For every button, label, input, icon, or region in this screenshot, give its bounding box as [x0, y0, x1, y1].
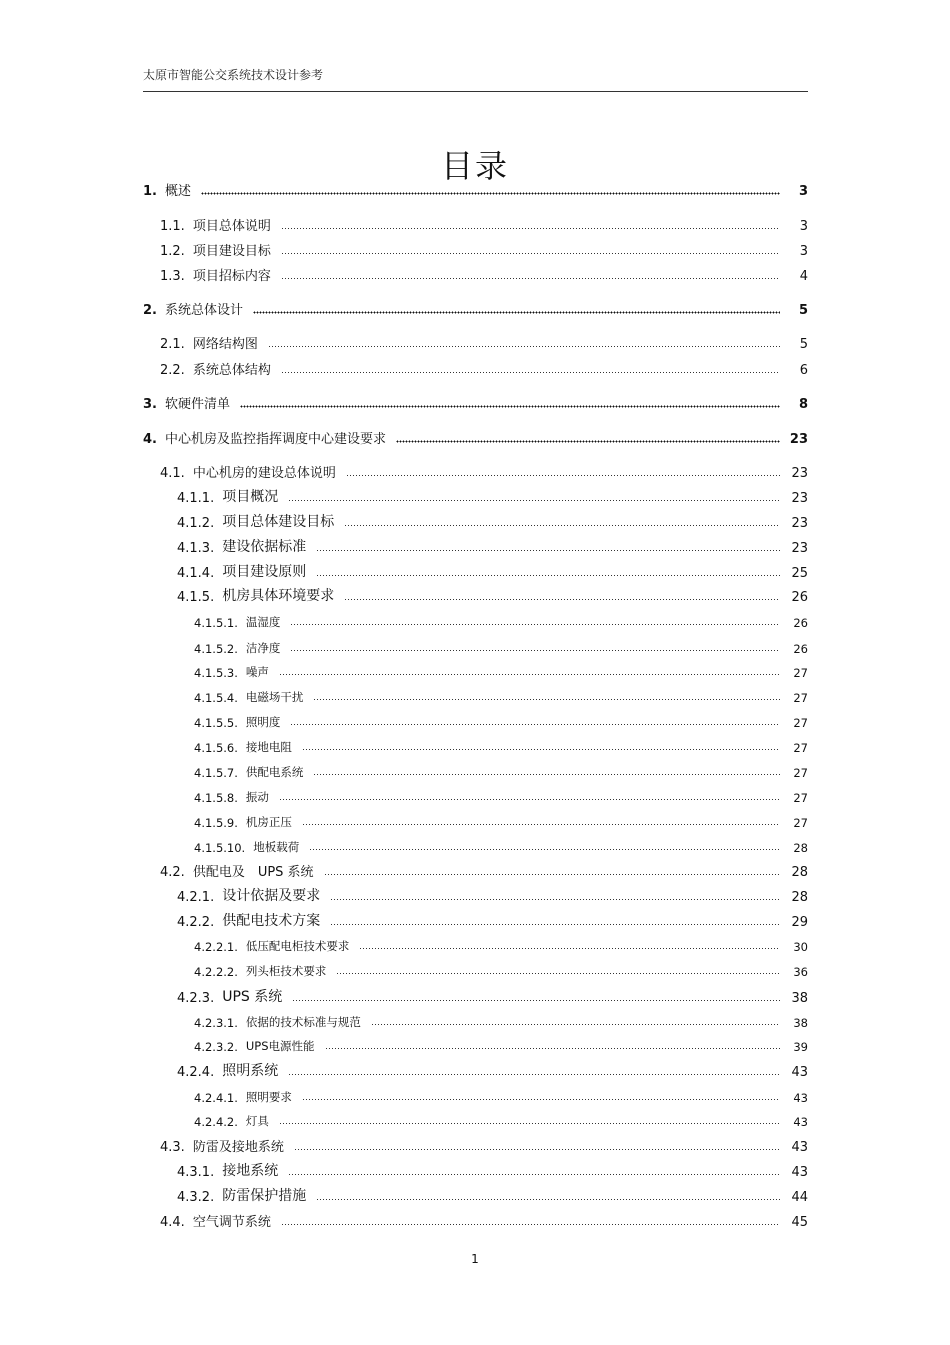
toc-leader-dots [313, 772, 780, 776]
toc-leader-dots [281, 1222, 780, 1226]
toc-entry-label: 低压配电柜技术要求 [245, 939, 350, 953]
toc-entry-label: 供配电及 UPS 系统 [192, 865, 314, 880]
toc-leader-dots [325, 1046, 780, 1050]
toc-leader-dots [396, 439, 780, 443]
toc-entry[interactable] [143, 429, 808, 447]
toc-leader-dots [336, 971, 780, 975]
toc-entry-label: 地板载荷 [253, 840, 300, 854]
toc-entry[interactable] [194, 638, 808, 656]
toc-leader-dots [281, 276, 780, 280]
toc-entry-number: 4.1.5.9. [194, 816, 238, 830]
toc-leader-dots [302, 822, 780, 826]
running-header: 太原市智能公交系统技术设计参考 [143, 68, 324, 82]
toc-entry[interactable] [160, 360, 808, 378]
toc-entry-page: 38 [791, 991, 808, 1006]
toc-entry-label: 照明度 [245, 715, 281, 729]
toc-entry[interactable] [160, 241, 808, 259]
toc-entry-label: 接地系统 [222, 1163, 279, 1179]
toc-entry[interactable] [177, 587, 808, 605]
toc-entry-page: 43 [791, 1140, 808, 1155]
toc-entry-page: 27 [793, 691, 808, 705]
toc-entry-number: 4.1.5.5. [194, 716, 238, 730]
toc-entry-page: 3 [798, 184, 808, 199]
toc-leader-dots [330, 922, 780, 926]
toc-entry-page: 30 [793, 940, 808, 954]
toc-entry[interactable] [177, 488, 808, 506]
toc-entry-page: 6 [799, 363, 808, 378]
toc-entry-page: 39 [793, 1040, 808, 1054]
toc-leader-dots [324, 872, 780, 876]
toc-entry-page: 27 [793, 791, 808, 805]
toc-entry-label: 供配电技术方案 [222, 913, 321, 929]
toc-entry-number: 4.2.3.2. [194, 1040, 238, 1054]
toc-entry[interactable] [177, 513, 808, 531]
toc-entry-number: 4.3. [160, 1140, 185, 1155]
toc-entry[interactable] [160, 1212, 808, 1230]
toc-entry-page: 43 [793, 1091, 808, 1105]
toc-entry[interactable] [194, 1012, 808, 1030]
toc-leader-dots [288, 1172, 780, 1176]
toc-leader-dots [316, 548, 780, 552]
toc-entry-page: 23 [791, 466, 808, 481]
toc-entry-number: 2. [143, 303, 157, 318]
toc-entry-label: 概述 [164, 184, 191, 199]
toc-entry[interactable] [160, 266, 808, 284]
toc-leader-dots [359, 946, 780, 950]
toc-entry-page: 26 [793, 616, 808, 630]
toc-entry-label: 接地电阻 [245, 740, 292, 754]
toc-entry-number: 4.3.2. [177, 1190, 215, 1205]
toc-entry[interactable] [194, 1036, 808, 1054]
toc-entry-page: 23 [791, 541, 808, 556]
toc-leader-dots [309, 847, 780, 851]
toc-entry-label: 依据的技术标准与规范 [245, 1015, 361, 1029]
toc-leader-dots [344, 523, 780, 527]
toc-entry-number: 4.1.5.7. [194, 766, 238, 780]
toc-entry-number: 4.1.2. [177, 516, 215, 531]
toc-entry[interactable] [160, 463, 808, 481]
toc-entry-page: 28 [791, 865, 808, 880]
toc-entry-label: 温湿度 [245, 615, 281, 629]
toc-leader-dots [313, 697, 780, 701]
toc-entry[interactable] [177, 912, 808, 930]
toc-entry-label: 中心机房的建设总体说明 [192, 466, 336, 481]
toc-leader-dots [330, 897, 780, 901]
toc-entry-number: 4.1.5.2. [194, 642, 238, 656]
toc-entry-page: 27 [793, 666, 808, 680]
toc-leader-dots [290, 648, 780, 652]
toc-entry-number: 4.2.3.1. [194, 1016, 238, 1030]
toc-entry-label: 机房正压 [245, 815, 292, 829]
toc-leader-dots [288, 498, 780, 502]
toc-entry-page: 27 [793, 766, 808, 780]
toc-entry-label: 项目招标内容 [192, 269, 271, 284]
toc-entry-number: 4.2.4.2. [194, 1115, 238, 1129]
toc-entry-number: 4.1.5.1. [194, 616, 238, 630]
toc-leader-dots [281, 226, 780, 230]
toc-entry-number: 4.1.4. [177, 566, 215, 581]
toc-entry[interactable] [194, 787, 808, 805]
toc-entry[interactable] [194, 936, 808, 954]
toc-leader-dots [281, 251, 780, 255]
toc-entry-label: 噪声 [245, 665, 269, 679]
toc-entry-page: 5 [799, 337, 808, 352]
toc-entry-number: 4.1.5. [177, 590, 215, 605]
toc-entry-page: 38 [793, 1016, 808, 1030]
toc-entry[interactable] [160, 1137, 808, 1155]
toc-entry-number: 4.2.4.1. [194, 1091, 238, 1105]
toc-entry-label: 供配电系统 [245, 765, 304, 779]
toc-entry-number: 3. [143, 397, 157, 412]
toc-entry[interactable] [194, 687, 808, 705]
toc-entry[interactable] [160, 334, 808, 352]
toc-entry[interactable] [177, 1062, 808, 1080]
toc-entry[interactable] [177, 563, 808, 581]
toc-entry-page: 5 [798, 303, 808, 318]
toc-entry-number: 4.1.3. [177, 541, 215, 556]
toc-leader-dots [316, 573, 780, 577]
toc-entry-label: 洁净度 [245, 641, 281, 655]
toc-entry[interactable] [143, 181, 808, 199]
toc-entry-page: 28 [793, 841, 808, 855]
toc-entry-label: 防雷保护措施 [222, 1188, 307, 1204]
toc-entry-label: 系统总体设计 [164, 303, 243, 318]
toc-leader-dots [302, 747, 780, 751]
toc-entry-label: 照明要求 [245, 1090, 292, 1104]
toc-entry-page: 25 [791, 566, 808, 581]
toc-entry-label: 机房具体环境要求 [222, 588, 335, 604]
toc-leader-dots [240, 404, 780, 408]
toc-entry[interactable] [160, 216, 808, 234]
toc-entry[interactable] [194, 762, 808, 780]
toc-entry-page: 45 [791, 1215, 808, 1230]
toc-entry-number: 4.1.5.4. [194, 691, 238, 705]
toc-entry-page: 3 [799, 219, 808, 234]
toc-entry-number: 4.1.5.8. [194, 791, 238, 805]
toc-entry-page: 36 [793, 965, 808, 979]
toc-entry-label: UPS 系统 [222, 989, 283, 1005]
toc-entry-page: 43 [791, 1165, 808, 1180]
toc-entry-number: 4.4. [160, 1215, 185, 1230]
toc-entry-label: UPS电源性能 [245, 1039, 315, 1053]
toc-entry[interactable] [177, 1162, 808, 1180]
toc-leader-dots [302, 1097, 780, 1101]
toc-entry[interactable] [194, 1087, 808, 1105]
toc-leader-dots [279, 797, 780, 801]
toc-entry-number: 4.2.3. [177, 991, 215, 1006]
toc-entry-page: 4 [799, 269, 808, 284]
toc-entry-label: 列头柜技术要求 [245, 964, 327, 978]
toc-entry-page: 43 [791, 1065, 808, 1080]
toc-entry-number: 4.2.1. [177, 890, 215, 905]
toc-entry-page: 43 [793, 1115, 808, 1129]
toc-leader-dots [290, 722, 780, 726]
toc-entry-label: 系统总体结构 [192, 363, 271, 378]
toc-leader-dots [344, 597, 780, 601]
toc-leader-dots [294, 1147, 780, 1151]
toc-leader-dots [288, 1072, 780, 1076]
toc-leader-dots [292, 998, 780, 1002]
toc-entry-number: 4.2.2.2. [194, 965, 238, 979]
toc-leader-dots [281, 370, 780, 374]
toc-leader-dots [316, 1197, 780, 1201]
toc-entry[interactable] [160, 862, 808, 880]
toc-entry-label: 电磁场干扰 [245, 690, 304, 704]
toc-leader-dots [371, 1022, 780, 1026]
toc-entry-label: 建设依据标准 [222, 539, 307, 555]
toc-leader-dots [346, 473, 780, 477]
toc-entry-number: 4. [143, 432, 157, 447]
toc-entry[interactable] [177, 1187, 808, 1205]
toc-leader-dots [279, 1121, 780, 1125]
toc-entry-number: 1.1. [160, 219, 185, 234]
toc-entry-label: 振动 [245, 790, 269, 804]
toc-entry-number: 1.2. [160, 244, 185, 259]
toc-leader-dots [268, 344, 780, 348]
toc-entry-number: 4.1.5.6. [194, 741, 238, 755]
toc-entry[interactable] [194, 737, 808, 755]
toc-entry-page: 26 [791, 590, 808, 605]
toc-title: 目录 [440, 147, 509, 186]
toc-entry-number: 1.3. [160, 269, 185, 284]
toc-entry-page: 27 [793, 816, 808, 830]
toc-entry-label: 项目建设目标 [192, 244, 271, 259]
toc-entry-label: 项目总体建设目标 [222, 514, 335, 530]
toc-entry-label: 项目概况 [222, 489, 279, 505]
toc-entry-page: 3 [799, 244, 808, 259]
toc-entry-page: 44 [791, 1190, 808, 1205]
toc-entry[interactable] [194, 961, 808, 979]
toc-entry-page: 27 [793, 716, 808, 730]
toc-leader-dots [279, 672, 780, 676]
toc-entry-label: 照明系统 [222, 1063, 279, 1079]
toc-entry[interactable] [194, 612, 808, 630]
toc-entry-label: 网络结构图 [192, 337, 258, 352]
toc-entry-label: 灯具 [245, 1114, 269, 1128]
toc-entry-label: 软硬件清单 [164, 397, 230, 412]
toc-entry[interactable] [194, 662, 808, 680]
toc-entry-label: 空气调节系统 [192, 1215, 271, 1230]
toc-entry[interactable] [177, 538, 808, 556]
toc-entry-number: 4.3.1. [177, 1165, 215, 1180]
toc-entry-number: 4.1.5.3. [194, 666, 238, 680]
toc-entry-number: 4.2.2. [177, 915, 215, 930]
page-number: 1 [471, 1252, 479, 1266]
toc-entry-number: 4.2.4. [177, 1065, 215, 1080]
toc-entry[interactable] [194, 837, 808, 855]
toc-entry-number: 4.1. [160, 466, 185, 481]
toc-entry[interactable] [194, 712, 808, 730]
toc-entry-number: 4.1.5.10. [194, 841, 246, 855]
toc-entry-page: 23 [791, 516, 808, 531]
toc-entry[interactable] [177, 887, 808, 905]
toc-entry-label: 设计依据及要求 [222, 888, 321, 904]
toc-leader-dots [290, 622, 780, 626]
toc-entry-page: 23 [789, 432, 808, 447]
toc-leader-dots [253, 310, 780, 314]
toc-entry-number: 1. [143, 184, 157, 199]
toc-entry-page: 29 [791, 915, 808, 930]
toc-entry-page: 8 [798, 397, 808, 412]
toc-entry[interactable] [194, 812, 808, 830]
toc-entry[interactable] [194, 1111, 808, 1129]
toc-entry-number: 2.1. [160, 337, 185, 352]
toc-entry-label: 项目建设原则 [222, 564, 307, 580]
toc-entry-label: 防雷及接地系统 [192, 1140, 284, 1155]
toc-entry-page: 26 [793, 642, 808, 656]
toc-entry-page: 27 [793, 741, 808, 755]
toc-entry-page: 28 [791, 890, 808, 905]
toc-entry[interactable] [143, 394, 808, 412]
toc-entry-number: 2.2. [160, 363, 185, 378]
toc-entry[interactable] [143, 300, 808, 318]
toc-entry-number: 4.2.2.1. [194, 940, 238, 954]
toc-entry-page: 23 [791, 491, 808, 506]
toc-entry[interactable] [177, 988, 808, 1006]
toc-leader-dots [201, 191, 780, 195]
toc-entry-label: 项目总体说明 [192, 219, 271, 234]
toc-entry-label: 中心机房及监控指挥调度中心建设要求 [164, 432, 386, 447]
toc-entry-number: 4.1.1. [177, 491, 215, 506]
toc-entry-number: 4.2. [160, 865, 185, 880]
